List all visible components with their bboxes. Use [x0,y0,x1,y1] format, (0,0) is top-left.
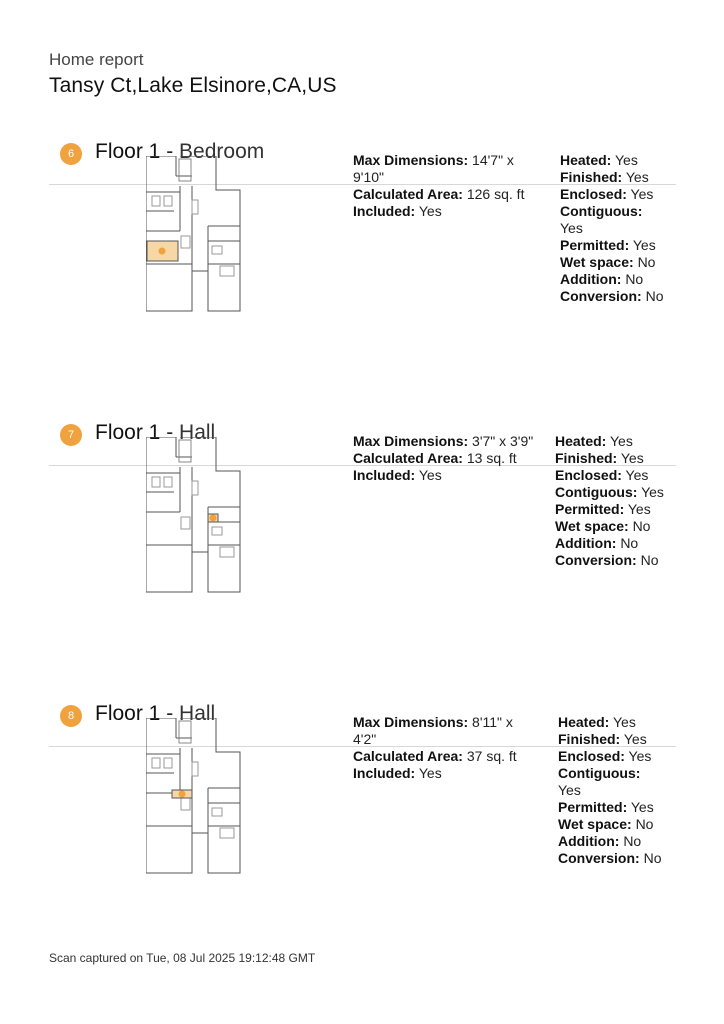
flag-wet-space: Wet space: No [558,816,654,832]
scan-timestamp: Scan captured on Tue, 08 Jul 2025 19:12:48 GMT [49,951,316,965]
included: Included: Yes [353,203,442,219]
flag-addition: Addition: No [555,535,639,551]
room-number-badge: 8 [60,705,82,727]
flag-conversion: Conversion: No [558,850,662,866]
flag-enclosed: Enclosed: Yes [558,748,652,764]
floor-plan-thumbnail [146,156,244,316]
room-flags [560,152,663,305]
floor-plan-thumbnail [146,718,244,878]
flag-heated: Heated: Yes [558,714,636,730]
floor-name: Floor 1 [95,702,161,725]
max-dimensions: Max Dimensions: 3'7" x 3'9" [353,433,534,449]
max-dimensions: Max Dimensions: 14'7" x [353,152,514,168]
room-section-8 [49,702,676,866]
included: Included: Yes [353,765,442,781]
room-details [353,714,517,782]
room-flags [558,714,661,867]
max-dimensions: Max Dimensions: 8'11" x [353,714,513,730]
room-name: Hall [179,702,216,725]
flag-heated: Heated: Yes [560,152,638,168]
flag-contiguous-value: Yes [558,782,581,798]
flag-finished: Finished: Yes [558,731,647,747]
floor-plan-thumbnail [146,437,244,597]
flag-wet-space: Wet space: No [555,518,651,534]
page-title-address: Tansy Ct,Lake Elsinore,CA,US [49,74,337,97]
room-number-badge: 6 [60,143,82,165]
flag-enclosed: Enclosed: Yes [555,467,649,483]
room-name: Bedroom [179,140,265,163]
room-number-badge: 7 [60,424,82,446]
flag-heated: Heated: Yes [555,433,633,449]
flag-enclosed: Enclosed: Yes [560,186,654,202]
room-name: Hall [179,421,216,444]
flag-contiguous: Contiguous: [560,203,643,219]
title-separator: - [166,702,174,725]
flag-contiguous: Contiguous: [558,765,641,781]
included: Included: Yes [353,467,442,483]
flag-addition: Addition: No [560,271,644,287]
flag-conversion: Conversion: No [555,552,659,568]
max-dimensions-cont: 9'10" [353,169,385,185]
calculated-area: Calculated Area: 37 sq. ft [353,748,517,764]
calculated-area: Calculated Area: 13 sq. ft [353,450,517,466]
flag-conversion: Conversion: No [560,288,664,304]
flag-finished: Finished: Yes [555,450,644,466]
title-separator: - [166,140,174,163]
flag-contiguous-value: Yes [560,220,583,236]
floor-name: Floor 1 [95,140,161,163]
room-details [353,433,533,484]
flag-permitted: Permitted: Yes [560,237,656,253]
flag-finished: Finished: Yes [560,169,649,185]
room-details [353,152,524,220]
floor-name: Floor 1 [95,421,161,444]
room-section-7 [49,421,676,568]
title-separator: - [166,421,174,444]
flag-addition: Addition: No [558,833,642,849]
report-label: Home report [49,50,144,69]
room-section-6 [49,140,676,304]
flag-permitted: Permitted: Yes [555,501,651,517]
calculated-area: Calculated Area: 126 sq. ft [353,186,525,202]
flag-permitted: Permitted: Yes [558,799,654,815]
max-dimensions-cont: 4'2" [353,731,377,747]
room-flags [555,433,664,569]
flag-wet-space: Wet space: No [560,254,656,270]
flag-contiguous: Contiguous: Yes [555,484,664,500]
